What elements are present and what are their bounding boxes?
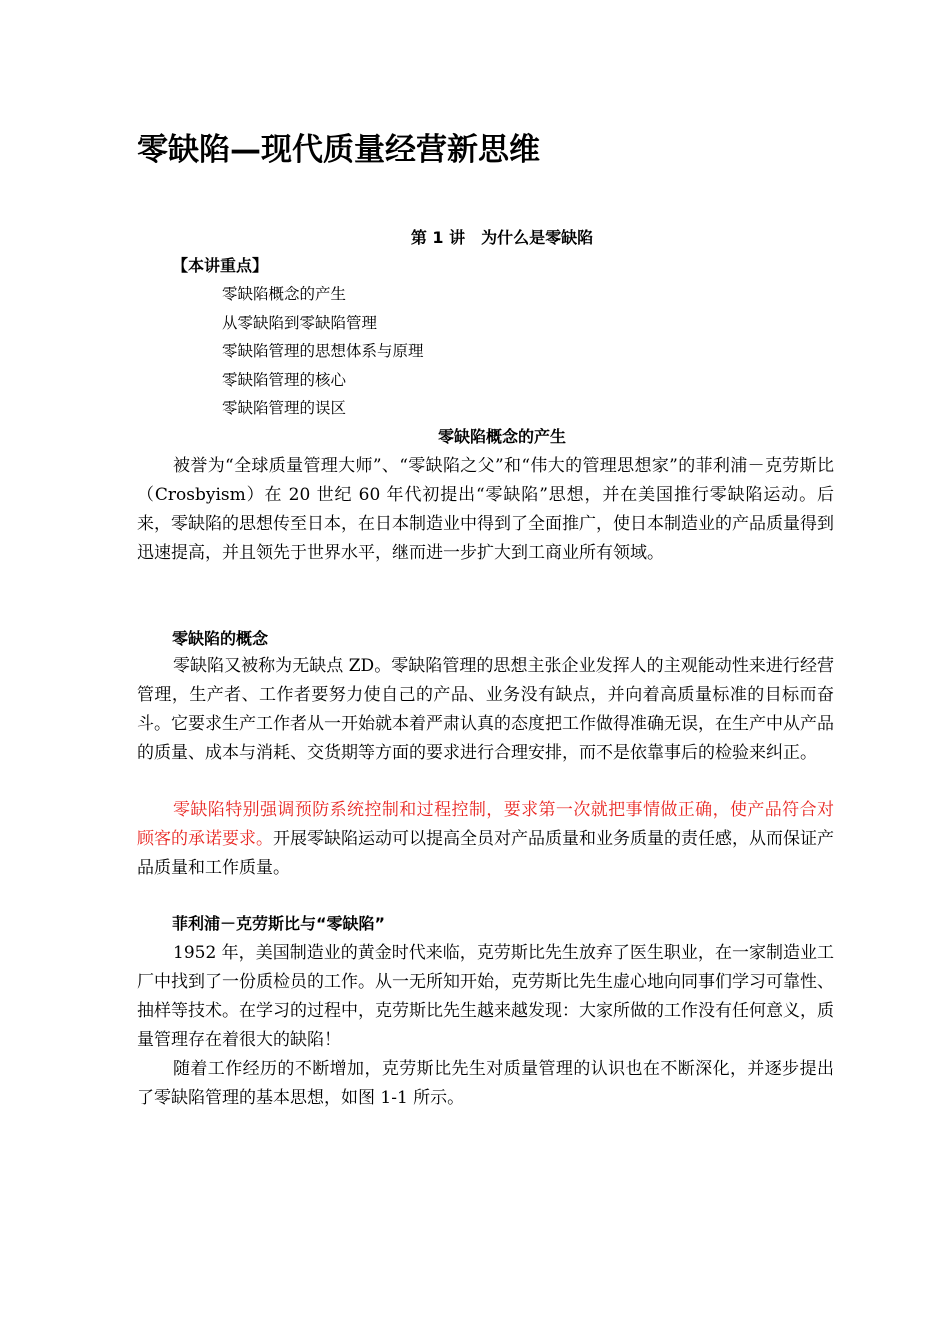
crosby-heading: 菲利浦－克劳斯比与“零缺陷” bbox=[172, 914, 386, 933]
section-title: 零缺陷概念的产生 bbox=[437, 427, 566, 446]
emphasis-rest-text: 开展零缺陷运动可以提高全员对产品质量和业务质量的责任感，从而保证产品质量和工作质量。 bbox=[137, 829, 834, 878]
key-points-list bbox=[222, 280, 424, 423]
crosby-paragraph-1: 1952 年，美国制造业的黄金时代来临，克劳斯比先生放弃了医生职业，在一家制造业工厂中找到了一份质检员的工作。从一无所知开始，克劳斯比先生虚心地向同事们学习可靠性、抽样等技术。在学习的过程中，克劳斯比先生越来越发现：大家所做的工作没有任何意义，质量管理存在着很大的缺陷！ bbox=[137, 943, 834, 1050]
key-points-label: 【本讲重点】 bbox=[172, 256, 269, 275]
intro-paragraph: 被誉为“全球质量管理大师”、“零缺陷之父”和“伟大的管理思想家”的菲利浦－克劳斯比（Crosbyism）在 20 世纪 60 年代初提出“零缺陷”思想，并在美国推行零缺陷运动。后来，零缺陷的思想传至日本，在日本制造业中得到了全面推广，使日本制造业的产品质量得到迅速提高，并且领先于世界水平，继而进一步扩大到工商业所有领域。 bbox=[137, 456, 834, 563]
key-point-item: 零缺陷管理的核心 bbox=[222, 370, 347, 389]
lecture-title: 第 1 讲 为什么是零缺陷 bbox=[410, 228, 594, 247]
key-point-item: 零缺陷管理的思想体系与原理 bbox=[222, 342, 424, 361]
concept-heading: 零缺陷的概念 bbox=[172, 629, 269, 648]
crosby-paragraph-2: 随着工作经历的不断增加，克劳斯比先生对质量管理的认识也在不断深化，并逐步提出了零缺陷管理的基本思想，如图 1-1 所示。 bbox=[137, 1059, 834, 1108]
main-title: 零缺陷—现代质量经营新思维 bbox=[137, 132, 540, 168]
emphasis-red-text: 零缺陷特别强调预防系统控制和过程控制，要求第一次就把事情做正确，使产品符合对顾客的承诺要求。 bbox=[137, 800, 834, 849]
key-point-item: 零缺陷管理的误区 bbox=[222, 399, 347, 418]
emphasis-paragraph bbox=[137, 796, 834, 883]
concept-paragraph: 零缺陷又被称为无缺点 ZD。零缺陷管理的思想主张企业发挥人的主观能动性来进行经营管理，生产者、工作者要努力使自己的产品、业务没有缺点，并向着高质量标准的目标而奋斗。它要求生产工作者从一开始就本着严肃认真的态度把工作做得准确无误，在生产中从产品的质量、成本与消耗、交货期等方面的要求进行合理安排，而不是依靠事后的检验来纠正。 bbox=[137, 656, 834, 763]
key-point-item: 从零缺陷到零缺陷管理 bbox=[222, 313, 378, 332]
key-point-item: 零缺陷概念的产生 bbox=[222, 285, 347, 303]
